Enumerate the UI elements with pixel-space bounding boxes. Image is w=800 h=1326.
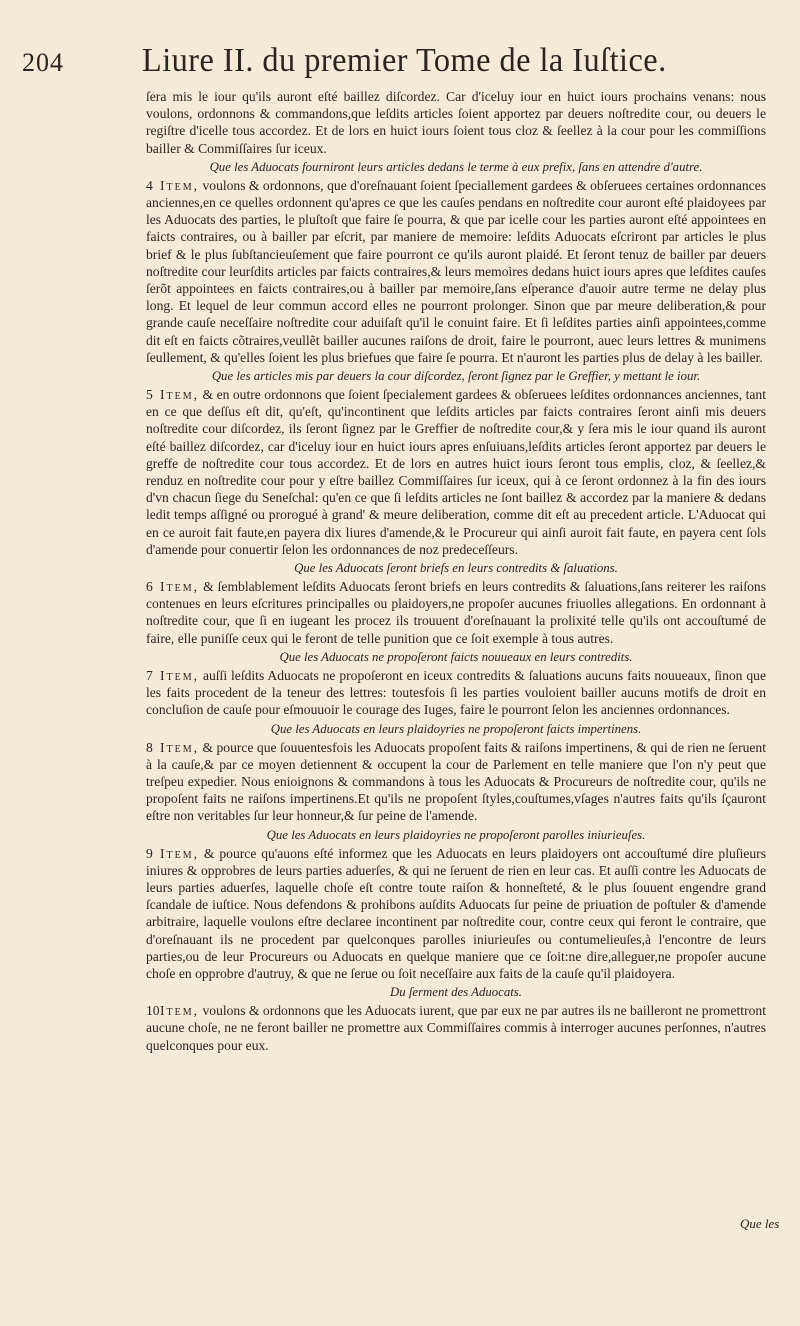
article-text: voulons & ordonnons que les Aduocats iurent, que par eux ne par autres ils ne bailleront ne promettront aucune choſe, ne ne feront bailler ne promettre aux Commiſſaires commis à interroger aucunes perſonnes, n'autres quelconques pour eux.: [146, 1003, 766, 1053]
section-rubric: Que les Aduocats en leurs plaidoyries ne propoſeront parolles iniurieuſes.: [266, 827, 646, 842]
article-text: & pource que ſouuentesfois les Aduocats propoſent faits & raiſons impertinens, & qui de rien ne ſeruent à la cauſe,& par ce moyen detiennent & occupent la cour de Parlement en telle maniere que l'on n'y peut que treſpeu expedier. Nous enioignons & commandons à tous les Aduocats & Procureurs de noſtredite cour, qu'ils ne propoſent faits ne raiſons impertinens.Et qu'ils ne propoſent ſtyles,couſtumes,vſages n'autres faits qu'ils ſçauront eſtre non veritables ſur leur honneur,& ſur peine de l'amende.: [146, 739, 767, 824]
article-lead-word: Item,: [160, 1003, 200, 1019]
article-number: 10: [146, 1003, 160, 1019]
section-rubric: Que les articles mis par deuers la cour diſcordez, ſeront ſignez par le Greffier, y mettant le iour.: [211, 369, 701, 384]
section-rubric: Que les Aduocats fourniront leurs articles dedans le terme à eux prefix, ſans en attendre d'autre.: [209, 159, 703, 174]
article-paragraph: [146, 578, 766, 647]
article-text: & en outre ordonnons que ſoient ſpecialement gardees & obſeruees leſdites ordonnances anciennes, tant en ce que deſſus eſt dit, qu'eſt, qu'incontinent que leſdits articles par faicts contraires ſeront ainſi mis deuers noſtredite cour diſcordez, ils ſeront ſignez par le Greffier de noſtredite cour,& y ſera mis le iour quand ils auront eſté baillez diſcordez, car d'iceluy iour en huict iours apres enſuiuans,leſdits articles ſeront apportez par deuers le greffe de noſtredite cour tous accordez. Et de lors en autres huict iours ſeront tous emplis, cloz, & ſeellez,& renduz en noſtredite cour pour y eſtre baillez Commiſſaires ſur iceux, qui à ce ſeront ordonnez à la fin des iours d'vn chacun ſiege du Seneſchal: qu'en ce que ſi leſdits articles ne ſont baillez & accordez par la maniere & dedans ledit temps aſſigné ou prorogué à grand' & meure deliberation, comme dit eſt au precedent article. L'Aduocat qui en ce auroit fait faute,en payera dix liures d'amende,& le Procureur qui ainſi auroit fait faute, en payera cent ſols d'amende pour conuertir ſelon les ordonnances de noz predeceſſeurs.: [146, 387, 766, 557]
article-paragraph: [146, 88, 766, 157]
article-number: 8: [146, 739, 153, 755]
article-lead-word: Item,: [160, 387, 200, 403]
article-lead-word: Item,: [160, 667, 200, 683]
article-text: auſſi leſdits Aduocats ne propoſeront en iceux contredits & ſaluations aucuns faits nouueaux, ſinon que les faits procedent de la teneur des lettres: toutesfois ſi les parties vouloient bailler aucuns motifs de droit en concluſion de cauſe pour eſmouuoir le courage des Iuges, faire le pourront ſelon les anciennes ordonnances.: [146, 667, 766, 718]
section-rubric: Que les Aduocats ne propoſeront faicts nouueaux en leurs contredits.: [279, 649, 633, 664]
article-paragraph: [146, 667, 766, 719]
page-header: [22, 42, 782, 88]
article-number: 7: [146, 667, 153, 683]
article-lead-word: Item,: [160, 845, 200, 861]
article-number: 5: [146, 387, 153, 403]
section-rubric: Du ſerment des Aduocats.: [390, 985, 522, 1000]
article-lead-word: Item,: [160, 177, 200, 193]
catchword: Que les: [740, 1216, 780, 1231]
article-lead-word: Item,: [160, 739, 200, 755]
article-number: 4: [146, 177, 153, 193]
section-rubric: Que les Aduocats en leurs plaidoyries ne propoſeront faicts impertinens.: [270, 721, 642, 736]
article-paragraph: [146, 1002, 766, 1054]
running-head: Liure II. du premier Tome de la Iuſtice.: [142, 42, 667, 79]
page-number: 204: [22, 48, 64, 77]
article-paragraph: [146, 845, 766, 983]
article-lead-word: Item,: [160, 579, 200, 595]
article-text: ſera mis le iour qu'ils auront eſté baillez diſcordez. Car d'iceluy iour en huict iours prochains venans: nous voulons, ordonnons & commandons,que leſdits articles ſoient apportez par deuers noſtredite cour, ou deuers le regiſtre d'icelle tous accordez. Et de lors en huict iours ſoient tous cloz & ſeellez à la cour pour les commiſſions bailler & Commiſſaires ſur iceux.: [146, 89, 766, 156]
article-paragraph: [146, 177, 766, 366]
section-rubric: Que les Aduocats ſeront briefs en leurs contredits & ſaluations.: [294, 561, 618, 576]
page-body: [146, 88, 766, 1054]
article-text: & ſemblablement leſdits Aduocats ſeront briefs en leurs contredits & ſaluations,ſans reiterer les raiſons contenues en leurs eſcritures principalles ou plaidoyers,ne propoſer aucunes friuolles allegations. En ordonnant à noſtredite cour, que ſi en iugeant les procez ils trouuent d'oreſnauant la prolixité telle qu'ils ont accouſtumé de faire, elle puniſſe ceux qui le feront de telle punition que ce ſoit exemple à tous autres.: [146, 579, 766, 646]
article-paragraph: [146, 739, 766, 825]
article-number: 6: [146, 579, 153, 595]
article-paragraph: [146, 386, 766, 558]
article-text: voulons & ordonnons, que d'oreſnauant ſoient ſpeciallement gardees & obſeruees certaines ordonnances anciennes,en ce quelles ordonnent qu'apres ce que les cauſes pendans en noſtredite cour auront eſté plaidoyees par les Aduocats des parties, le pluſtoſt que faire ſe pourra, & que par icelle cour les parties auront eſté appointees en faicts contraires, ou à bailler par eſcrit, par maniere de memoire: leſdits Aduocats eſcriront par articles le plus brief & le plus ſubſtancieuſement que faire pourront ce qu'ils auront plaidé. Et ſeront tenuz de bailler par deuers noſtredite cour leurſdits articles par faicts contraires,& leurs memoires dedans huict iours apres que leſdites cauſes ſerõt appointees en faicts contraires,ou à bailler par memoire,ſans eſperance d'auoir autre terme ne delay plus long. Et lequel de leur commun accord elles ne pourront prolonger. Sinon que par meure deliberation,& pour grande cauſe neceſſaire noſtredite cour aduiſaſt qu'il le conuint faire. Et ſi leſdites parties ainſi appointees,comme dit eſt en faicts cõtraires,veullẽt bailler aucunes raiſons de droit, faire le pourront, auec leurs lettres & munimens ſeullement, & qu'elles ſoient les plus briefues que faire ſe pourra. Et n'auront les parties plus de delay à les bailler.: [146, 177, 767, 365]
article-text: & pource qu'auons eſté informez que les Aduocats en leurs plaidoyers ont accouſtumé dire pluſieurs iniures & opprobres de leurs parties aduerſes, & qui ne ſeruent de rien en leur cas. Et auſſi contre les Aduocats de leurs parties aduerſes, laquelle choſe eſt contre toute raiſon & honneſteté, & le plus ſouuent engendre grand ſcandale de iuſtice. Nous defendons & prohibons auſdits Aduocats ſur peine de priuation de poſtuler & d'amende arbitraire, laquelle voulons eſtre declaree incontinent par noſtredite cour, contre ceux qui feront le contraire, que d'oreſnauant ils ne procedent par quelconques parolles iniurieuſes ou contumelieuſes,à l'encontre de leurs parties,ou de leur Procureurs ou Aduocats en quelque maniere que ce ſoit:ne dire,alleguer,ne propoſer aucune choſe en opprobre d'autruy, & que ne ſerue ou ſoit neceſſaire aux faits de la cauſe qu'il plaidoyera.: [146, 845, 766, 981]
article-number: 9: [146, 845, 153, 861]
